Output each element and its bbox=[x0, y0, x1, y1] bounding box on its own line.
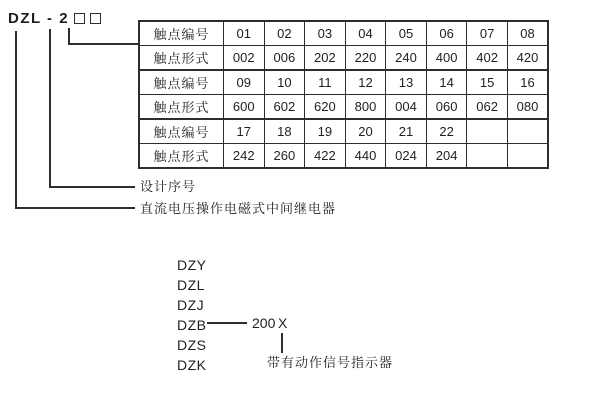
value-cell: 800 bbox=[345, 95, 386, 120]
table-row bbox=[139, 21, 548, 46]
connector-serial-vertical-line bbox=[49, 29, 51, 187]
indicator-note: 带有动作信号指示器 bbox=[267, 355, 394, 370]
value-cell: 21 bbox=[386, 119, 427, 144]
table-row bbox=[139, 119, 548, 144]
value-cell bbox=[467, 119, 508, 144]
value-cell: 422 bbox=[305, 144, 346, 169]
value-cell: 06 bbox=[426, 21, 467, 46]
value-cell: 07 bbox=[467, 21, 508, 46]
value-cell: 420 bbox=[507, 46, 548, 71]
value-cell: 15 bbox=[467, 70, 508, 95]
series-item-dzy: DZY bbox=[177, 257, 207, 273]
value-cell bbox=[467, 144, 508, 169]
row-label-cell: 触点编号 bbox=[139, 119, 224, 144]
series-item-dzj: DZJ bbox=[177, 297, 205, 313]
model-code-text: DZL - 2 bbox=[8, 10, 70, 27]
value-cell: 17 bbox=[224, 119, 265, 144]
value-cell: 024 bbox=[386, 144, 427, 169]
series-item-dzk: DZK bbox=[177, 357, 207, 373]
connector-relay-horizontal-line bbox=[15, 207, 135, 209]
value-cell: 602 bbox=[264, 95, 305, 120]
value-cell: 01 bbox=[224, 21, 265, 46]
dzb-letter: X bbox=[278, 315, 288, 331]
value-cell: 05 bbox=[386, 21, 427, 46]
value-cell: 22 bbox=[426, 119, 467, 144]
value-cell: 11 bbox=[305, 70, 346, 95]
relay-description-label: 直流电压操作电磁式中间继电器 bbox=[140, 201, 337, 216]
value-cell: 080 bbox=[507, 95, 548, 120]
value-cell: 13 bbox=[386, 70, 427, 95]
dzb-number: 200 bbox=[252, 315, 276, 331]
value-cell: 10 bbox=[264, 70, 305, 95]
value-cell: 260 bbox=[264, 144, 305, 169]
contact-table-body bbox=[139, 21, 548, 168]
value-cell: 18 bbox=[264, 119, 305, 144]
row-label-cell: 触点编号 bbox=[139, 70, 224, 95]
value-cell: 400 bbox=[426, 46, 467, 71]
value-cell: 620 bbox=[305, 95, 346, 120]
row-label-cell: 触点形式 bbox=[139, 46, 224, 71]
series-item-dzb: DZB bbox=[177, 317, 207, 333]
row-label-cell: 触点形式 bbox=[139, 95, 224, 120]
value-cell: 006 bbox=[264, 46, 305, 71]
row-label-cell: 触点形式 bbox=[139, 144, 224, 169]
value-cell: 242 bbox=[224, 144, 265, 169]
series-item-dzs: DZS bbox=[177, 337, 207, 353]
table-row bbox=[139, 46, 548, 71]
series-item-dzl: DZL bbox=[177, 277, 205, 293]
model-digit-box-1 bbox=[74, 13, 85, 24]
table-row bbox=[139, 95, 548, 120]
connector-relay-vertical-line bbox=[15, 31, 17, 208]
value-cell: 12 bbox=[345, 70, 386, 95]
design-serial-label: 设计序号 bbox=[140, 179, 197, 194]
value-cell: 03 bbox=[305, 21, 346, 46]
contact-table bbox=[138, 20, 549, 169]
value-cell: 004 bbox=[386, 95, 427, 120]
value-cell: 20 bbox=[345, 119, 386, 144]
model-series-list bbox=[177, 255, 207, 375]
indicator-connector-line bbox=[281, 333, 283, 353]
value-cell: 202 bbox=[305, 46, 346, 71]
value-cell: 440 bbox=[345, 144, 386, 169]
value-cell: 240 bbox=[386, 46, 427, 71]
value-cell: 08 bbox=[507, 21, 548, 46]
value-cell: 060 bbox=[426, 95, 467, 120]
value-cell: 14 bbox=[426, 70, 467, 95]
value-cell: 220 bbox=[345, 46, 386, 71]
value-cell bbox=[507, 144, 548, 169]
dzb-dash-line bbox=[207, 322, 247, 324]
value-cell: 204 bbox=[426, 144, 467, 169]
value-cell: 09 bbox=[224, 70, 265, 95]
value-cell: 402 bbox=[467, 46, 508, 71]
value-cell: 02 bbox=[264, 21, 305, 46]
table-row bbox=[139, 144, 548, 169]
model-digit-box-2 bbox=[90, 13, 101, 24]
value-cell: 19 bbox=[305, 119, 346, 144]
value-cell: 002 bbox=[224, 46, 265, 71]
connector-boxes-vertical-line bbox=[68, 28, 70, 44]
value-cell: 16 bbox=[507, 70, 548, 95]
row-label-cell: 触点编号 bbox=[139, 21, 224, 46]
value-cell bbox=[507, 119, 548, 144]
connector-serial-horizontal-line bbox=[49, 186, 135, 188]
model-code bbox=[8, 10, 101, 27]
connector-boxes-horizontal-line bbox=[68, 43, 138, 45]
table-row bbox=[139, 70, 548, 95]
value-cell: 062 bbox=[467, 95, 508, 120]
value-cell: 04 bbox=[345, 21, 386, 46]
value-cell: 600 bbox=[224, 95, 265, 120]
